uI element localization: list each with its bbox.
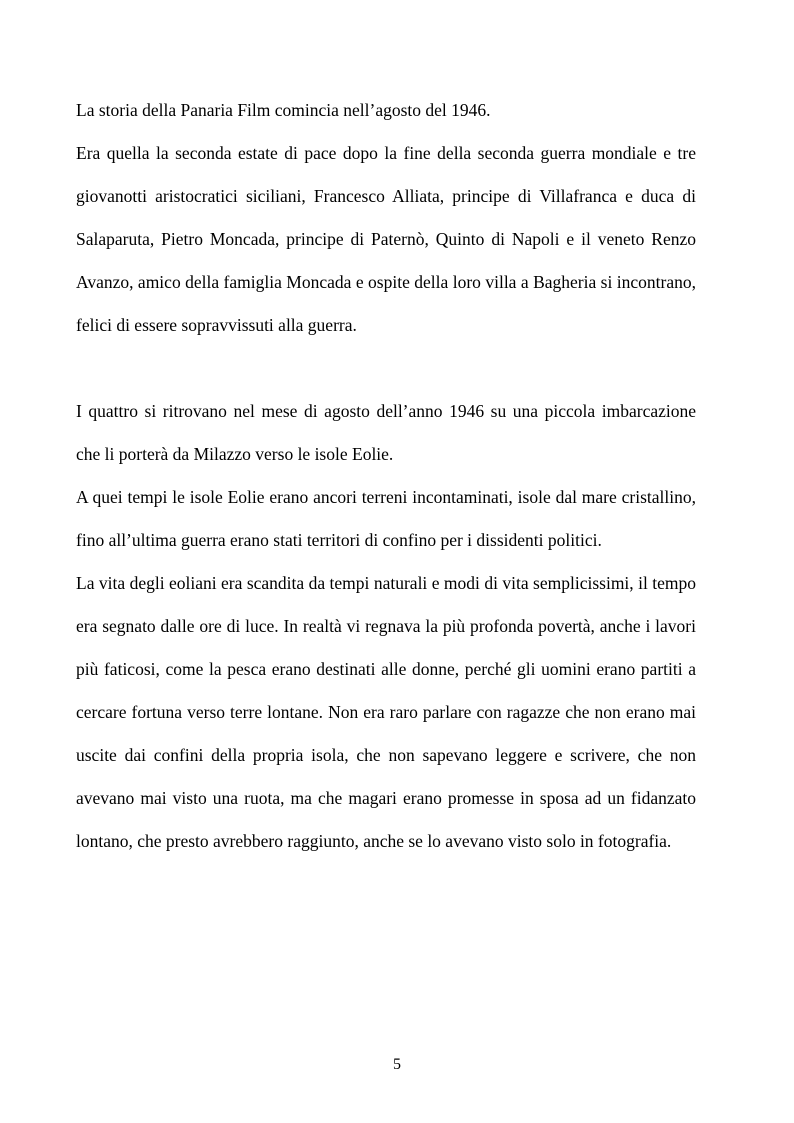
page-number: 5 [393,1056,401,1073]
paragraph-island-life: La vita degli eoliani era scandita da tempi naturali e modi di vita semplicissimi, il tempo era segnato dalle ore di luce. In realtà vi regnava la più profonda povertà, anche i lavori più faticosi, come la pesca erano destinati alle donne, perché gli uomini erano partiti a cercare fortuna verso terre lontane. Non era raro parlare con ragazze che non erano mai uscite dai confini della propria isola, che non sapevano leggere e scrivere, che non avevano mai visto una ruota, ma che magari erano promesse in sposa ad un fidanzato lontano, che presto avrebbero raggiunto, anche se lo avevano visto solo in fotografia. [76,573,696,851]
paragraph-voyage: I quattro si ritrovano nel mese di agosto dell’anno 1946 su una piccola imbarcazione che li porterà da Milazzo verso le isole Eolie. [76,401,696,464]
paragraph-intro: La storia della Panaria Film comincia nell’agosto del 1946. [76,100,491,120]
paragraph-spacer [76,347,696,390]
paragraph-aeolian-islands: A quei tempi le isole Eolie erano ancori terreni incontaminati, isole dal mare cristallino, fino all’ultima guerra erano stati territori di confino per i dissidenti politici. [76,487,696,550]
paragraph-summer-of-peace: Era quella la seconda estate di pace dopo la fine della seconda guerra mondiale e tre giovanotti aristocratici siciliani, Francesco Alliata, principe di Villafranca e duca di Salaparuta, Pietro Moncada, principe di Paternò, Quinto di Napoli e il veneto Renzo Avanzo, amico della famiglia Moncada e ospite della loro villa a Bagheria si incontrano, felici di essere sopravvissuti alla guerra. [76,143,696,335]
body-text [76,89,696,863]
